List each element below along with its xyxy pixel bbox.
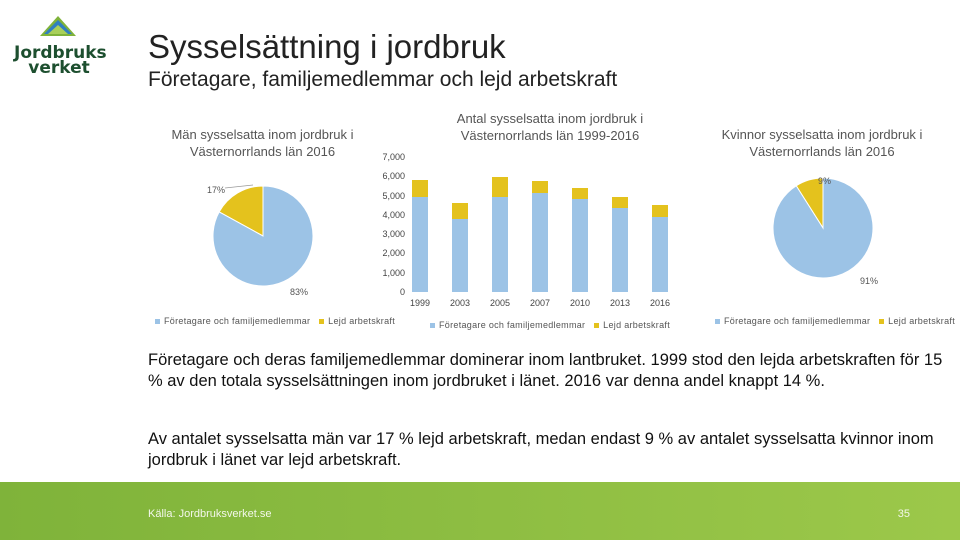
logo-line1: Jordbruks: [14, 43, 107, 63]
left-pie-label-large: 83%: [290, 287, 309, 297]
y-tick-label: 3,000: [382, 229, 405, 240]
source-text: Källa: Jordbruksverket.se: [148, 508, 272, 520]
bar-segment-lejd: [532, 181, 548, 193]
legend-swatch-blue: [715, 319, 720, 324]
center-bar-chart: [355, 150, 700, 315]
right-pie-label-small: 9%: [818, 176, 832, 186]
y-tick-label: 7,000: [382, 152, 405, 162]
bar-segment-foretagare: [572, 199, 588, 292]
left-chart-title: Män sysselsatta inom jordbruk i Västernorrlands län 2016: [171, 127, 354, 159]
bar-segment-foretagare: [492, 197, 508, 292]
pie-slice-foretagare: [773, 178, 873, 278]
bar-segment-lejd: [612, 197, 628, 209]
y-tick-label: 5,000: [382, 190, 405, 201]
x-tick-label: 2007: [529, 298, 551, 308]
right-chart-title: Kvinnor sysselsatta inom jordbruk i Västernorrlands län 2016: [721, 127, 923, 159]
center-chart-legend: [430, 320, 670, 330]
center-chart-title: Antal sysselsatta inom jordbruk i Västernorrlands län 1999-2016: [456, 111, 644, 143]
bar-segment-lejd: [652, 205, 668, 217]
slide-subtitle: Företagare, familjemedlemmar och lejd arbetskraft: [148, 68, 618, 91]
legend-swatch-blue: [430, 323, 435, 328]
y-tick-label: 1,000: [382, 267, 405, 278]
logo: [14, 14, 107, 84]
bar-segment-foretagare: [652, 217, 668, 292]
right-pie-label-large: 91%: [860, 276, 879, 286]
legend-swatch-yellow: [594, 323, 599, 328]
logo-line2: verket: [28, 58, 90, 78]
footer-band: [0, 482, 960, 540]
bar-segment-foretagare: [412, 197, 428, 292]
legend-label: Lejd arbetskraft: [888, 316, 956, 326]
legend-swatch-yellow: [879, 319, 884, 324]
left-pie-label-small: 17%: [207, 185, 226, 195]
bar-segment-lejd: [492, 177, 508, 196]
bar-segment-foretagare: [452, 219, 468, 292]
left-pie-chart: [208, 181, 318, 291]
legend-label: Lejd arbetskraft: [328, 316, 396, 326]
legend-label: Lejd arbetskraft: [603, 320, 671, 330]
y-tick-label: 4,000: [382, 209, 405, 220]
paragraph-1: Företagare och deras familjemedlemmar dominerar inom lantbruket. 1999 stod den lejda arbetskraften för 15 % av den totala sysselsättningen inom jordbruket i länet. 2016 var denna andel knappt 14 %.: [148, 351, 943, 390]
logo-text: [14, 43, 107, 78]
bar-segment-foretagare: [612, 208, 628, 292]
x-tick-label: 2005: [489, 298, 511, 308]
x-tick-label: 2003: [449, 298, 471, 308]
bar-segment-lejd: [572, 188, 588, 200]
x-tick-label: 2016: [649, 298, 671, 308]
paragraph-2: Av antalet sysselsatta män var 17 % lejd arbetskraft, medan endast 9 % av antalet sysselsatta kvinnor inom jordbruk i länet var lejd arbetskraft.: [148, 430, 934, 469]
legend-label: Företagare och familjemedlemmar: [724, 316, 871, 326]
legend-label: Företagare och familjemedlemmar: [439, 320, 586, 330]
y-tick-label: 6,000: [382, 171, 405, 182]
x-tick-label: 2010: [569, 298, 591, 308]
left-chart-legend: [155, 316, 395, 326]
x-tick-label: 2013: [609, 298, 631, 308]
bar-segment-lejd: [412, 180, 428, 196]
x-tick-label: 1999: [409, 298, 431, 308]
legend-swatch-blue: [155, 319, 160, 324]
y-tick-label: 0: [399, 287, 405, 297]
right-pie-chart: [768, 173, 878, 283]
left-pie-leader-line: [225, 183, 255, 193]
logo-leaf-icon: [38, 14, 78, 44]
slide-title: Sysselsättning i jordbruk: [148, 28, 506, 65]
legend-label: Företagare och familjemedlemmar: [164, 316, 311, 326]
bar-segment-lejd: [452, 203, 468, 218]
bar-segment-foretagare: [532, 193, 548, 292]
right-chart-legend: [715, 316, 955, 326]
page-number: 35: [897, 508, 910, 520]
legend-swatch-yellow: [319, 319, 324, 324]
y-tick-label: 2,000: [382, 248, 405, 259]
